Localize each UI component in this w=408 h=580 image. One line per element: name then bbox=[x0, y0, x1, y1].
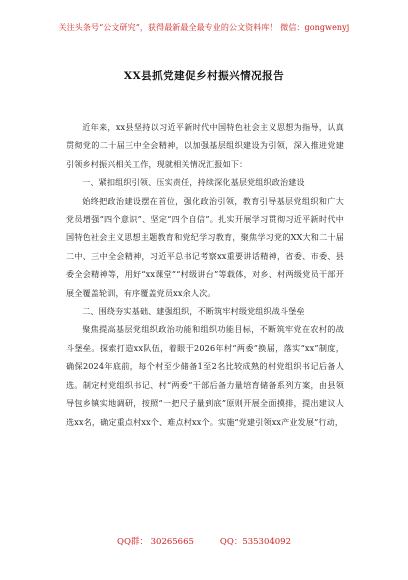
intro-paragraph: 近年来，xx县坚持以习近平新时代中国特色社会主义思想为指导，认真贯彻党的二十届三中全会精神，以加强基层组织建设为引领，深入推进党建引领乡村振兴相关工作，现就相关情况汇报如下： bbox=[66, 122, 344, 169]
qq-number: QQ：535304092 bbox=[219, 537, 291, 547]
qq-group-number: QQ群： 30265665 bbox=[116, 537, 194, 547]
document-body bbox=[66, 118, 344, 431]
section-1-paragraph: 始终把政治建设摆在首位，强化政治引领，教育引导基层党组织和广大党员增强“四个意识”、坚定“四个自信”。扎实开展学习贯彻习近平新时代中国特色社会主义思想主题教育和党纪学习教育，聚焦学习党的XX大和二十届二中、三中全会精神，习近平总书记考察xx重要讲话精神，省委、市委、县委全会精神等，用好“xx课堂”“村级讲台”等载体，对乡、村两级党员干部开展全覆盖轮训，有序覆盖党员xx余人次。 bbox=[66, 195, 344, 298]
document-title: XX县抓党建促乡村振兴情况报告 bbox=[123, 70, 285, 82]
section-2-paragraph: 聚焦提高基层党组织政治功能和组织功能目标，不断筑牢党在农村的战斗堡垒。探索打造xx队伍，着眼于2026年村“两委”换届，落实“xx”制度，确保2024年底前，每个村至少储备1至2名比较成熟的村党组织书记后备人选。制定村党组织书记、村“两委”干部后备力量培育储备系列方案，由县领导包乡镇实地调研，按照“一把尺子量到底”原则开展全面摸排，提出建议人选xx名，确定重点村xx个、难点村xx个。实施“党建引领xx产业发展”行动， bbox=[66, 324, 344, 427]
section-heading-2: 二、围绕夯实基础、建强组织，不断筑牢村级党组织战斗堡垒 bbox=[82, 306, 305, 317]
promo-header-note: 关注头条号“公文研究”，获得最新最全最专业的公文资料库！ 微信：gongwenyj bbox=[58, 23, 350, 32]
section-heading-1: 一、紧扣组织引领、压实责任，持续深化基层党组织政治建设 bbox=[82, 177, 305, 188]
contact-footer bbox=[0, 535, 408, 547]
